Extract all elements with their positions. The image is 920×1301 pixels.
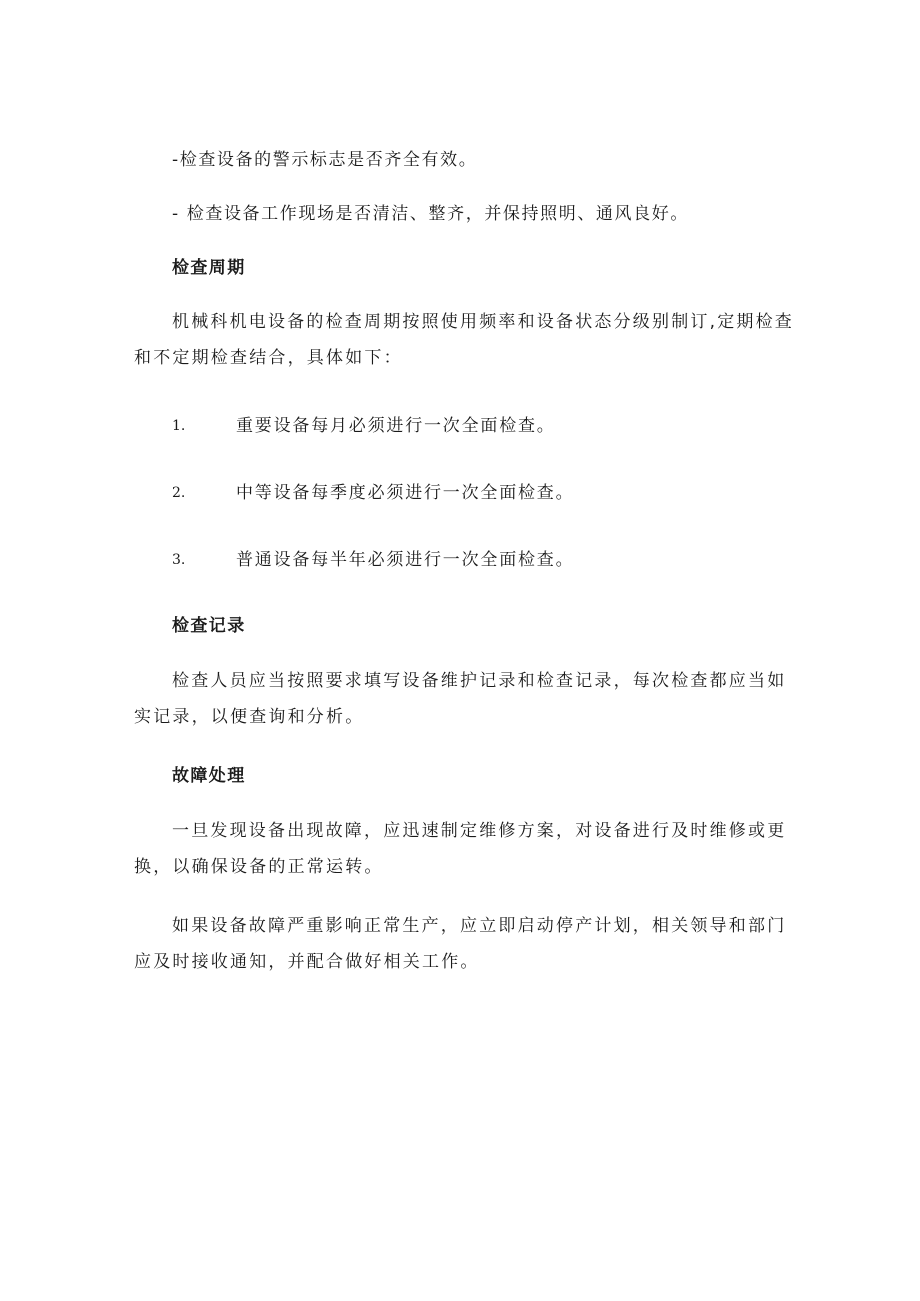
heading-inspection-record: 检查记录 (172, 616, 246, 636)
list-number: 1. (172, 418, 186, 434)
heading-fault-handling: 故障处理 (172, 766, 246, 786)
list-item (172, 542, 832, 578)
list-text: 重要设备每月必须进行一次全面检查。 (236, 416, 556, 436)
list-item (172, 408, 832, 444)
list-number: 2. (172, 485, 186, 501)
list-number: 3. (172, 552, 186, 568)
list-text: 普通设备每半年必须进行一次全面检查。 (236, 550, 575, 570)
heading-inspection-cycle: 检查周期 (172, 258, 246, 278)
bullet-worksite: - 检查设备工作现场是否清洁、整齐，并保持照明、通风良好。 (172, 204, 689, 224)
bullet-warning-signs: -检查设备的警示标志是否齐全有效。 (172, 150, 478, 170)
paragraph-fault-repair: 一旦发现设备出现故障，应迅速制定维修方案，对设备进行及时维修或更换，以确保设备的正常运转。 (134, 821, 787, 877)
list-item (172, 475, 832, 511)
list-text: 中等设备每季度必须进行一次全面检查。 (236, 483, 575, 503)
paragraph-fault-shutdown: 如果设备故障严重影响正常生产，应立即启动停产计划，相关领导和部门应及时接收通知，并配合做好相关工作。 (134, 916, 787, 972)
paragraph-cycle-intro: 机械科机电设备的检查周期按照使用频率和设备状态分级别制订,定期检查和不定期检查结合，具体如下： (134, 312, 795, 368)
paragraph-record: 检查人员应当按照要求填写设备维护记录和检查记录，每次检查都应当如实记录，以便查询和分析。 (134, 671, 787, 727)
